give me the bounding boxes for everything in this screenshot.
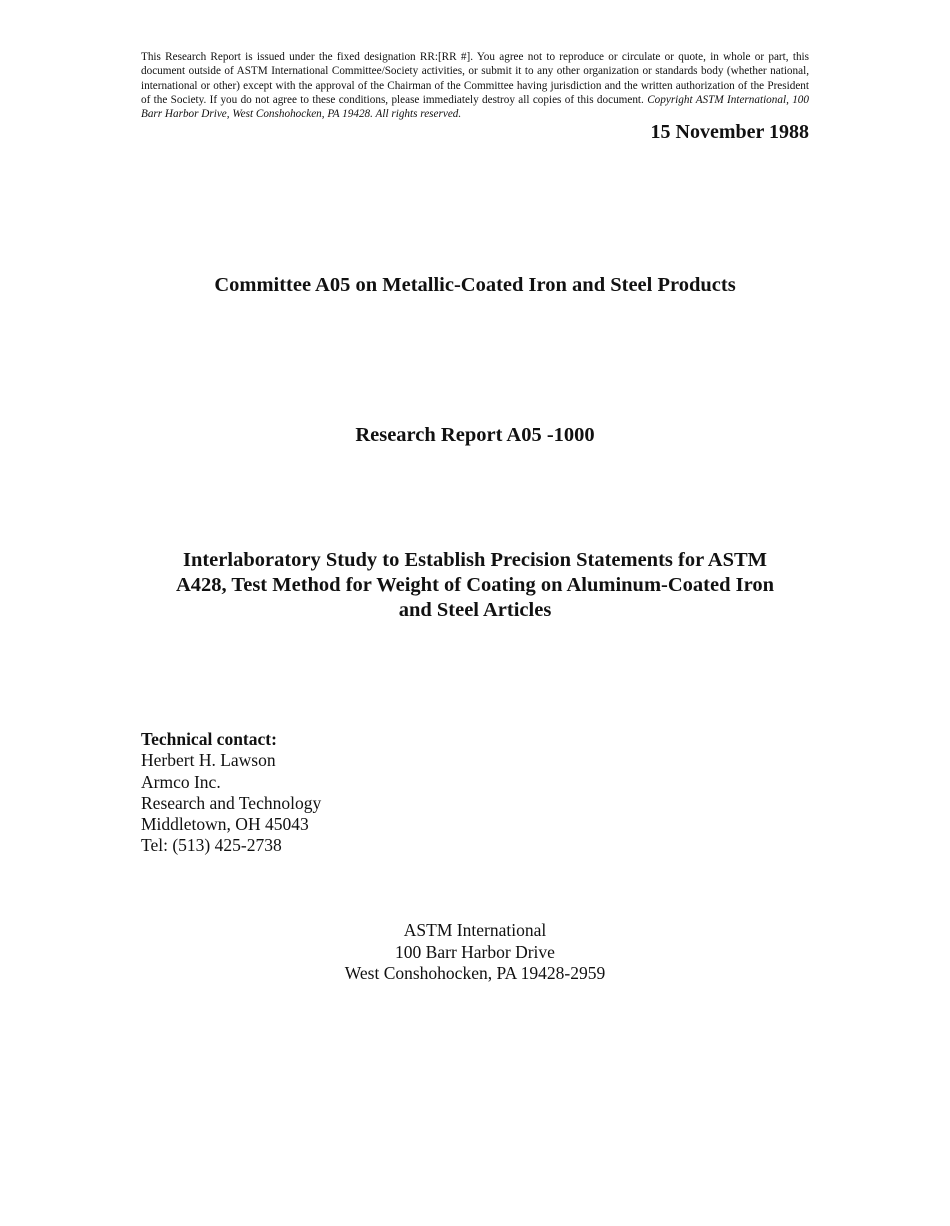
contact-label: Technical contact: bbox=[141, 729, 277, 749]
title-line: and Steel Articles bbox=[398, 599, 552, 621]
contact-phone: Tel: (513) 425-2738 bbox=[141, 835, 282, 856]
technical-contact bbox=[141, 729, 321, 857]
study-title bbox=[141, 548, 809, 623]
committee-heading: Committee A05 on Metallic-Coated Iron and Steel Products bbox=[214, 274, 736, 296]
publisher-city: West Conshohocken, PA 19428-2959 bbox=[344, 963, 606, 983]
title-line: A428, Test Method for Weight of Coating on Aluminum-Coated Iron bbox=[176, 574, 774, 596]
publisher-name: ASTM International bbox=[403, 920, 547, 940]
contact-company: Armco Inc. bbox=[141, 771, 221, 792]
copyright-line: Copyright ASTM International, 100 Barr Harbor Drive, West Conshohocken, PA 19428. All rights reserved. bbox=[141, 93, 809, 121]
publisher-address bbox=[141, 920, 809, 985]
contact-name: Herbert H. Lawson bbox=[141, 750, 276, 771]
title-line: Interlaboratory Study to Establish Precision Statements for ASTM bbox=[182, 549, 768, 571]
copyright-notice bbox=[141, 50, 809, 121]
contact-department: Research and Technology bbox=[141, 792, 322, 813]
report-date: 15 November 1988 bbox=[650, 121, 809, 143]
report-number: Research Report A05 -1000 bbox=[355, 424, 595, 446]
publisher-street: 100 Barr Harbor Drive bbox=[395, 941, 555, 962]
contact-city: Middletown, OH 45043 bbox=[141, 814, 309, 835]
notice-text: This Research Report is issued under the fixed designation RR:[RR #]. You agree not to reproduce or circulate or quote, in whole or part, this document outside of ASTM International Committee/Society activities, or submit it to any other organization or standards body (whether national, international or other) except with the approval of the Chairman of the Committee having jurisdiction and the written authorization of the President of the Society. If you do not agree to these conditions, please immediately destroy all copies of this document. bbox=[141, 51, 809, 106]
